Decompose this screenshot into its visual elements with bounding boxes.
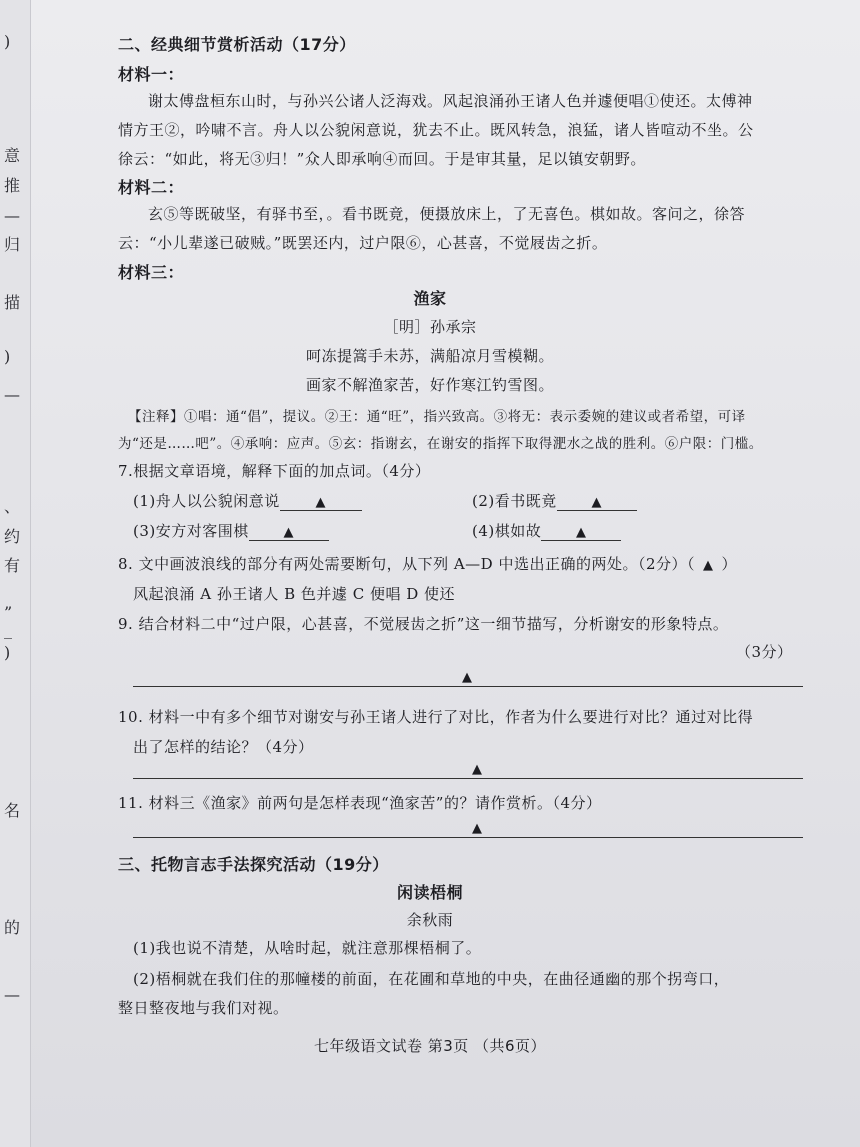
answer-triangle-icon: ▲ bbox=[472, 821, 483, 836]
article-author: 余秋雨 bbox=[406, 911, 454, 929]
page-footer: 七年级语文试卷 第3页 （共6页） bbox=[313, 1037, 547, 1055]
article-title: 闲读梧桐 bbox=[396, 883, 463, 902]
answer-triangle-icon: ▲ bbox=[283, 525, 294, 540]
section-title: 三、托物言志手法探究活动（19分） bbox=[118, 855, 389, 874]
margin-char: ) bbox=[4, 32, 11, 51]
q7-item bbox=[472, 490, 637, 511]
q7-item-text: (3)安方对客围棋 bbox=[133, 522, 249, 540]
margin-char: 描 bbox=[4, 293, 21, 312]
margin-char: 归 bbox=[4, 235, 21, 254]
answer-line[interactable] bbox=[133, 686, 803, 687]
margin-char: 推 bbox=[4, 176, 21, 195]
q8-stem-end: ） bbox=[721, 555, 738, 573]
poem-author: ［明］孙承宗 bbox=[383, 318, 477, 336]
material-text-line: 云：“小儿辈遂已破贼。”既罢还内，过户限⑥，心甚喜，不觉屐齿之折。 bbox=[118, 234, 608, 252]
margin-char: 名 bbox=[4, 801, 21, 820]
margin-char: — bbox=[4, 385, 20, 404]
q9-score: （3分） bbox=[736, 643, 793, 661]
q7-item-text: (2)看书既竟 bbox=[472, 492, 557, 510]
poem-line: 呵冻提篙手未苏，满船凉月雪模糊。 bbox=[305, 347, 554, 365]
q7-item bbox=[133, 490, 362, 511]
question-10-stem: 10. 材料一中有多个细节对谢安与孙王诸人进行了对比，作者为什么要进行对比？通过对比得 bbox=[118, 708, 754, 726]
margin-char: 意 bbox=[4, 146, 21, 165]
material-label: 材料一： bbox=[118, 65, 185, 84]
answer-triangle-icon: ▲ bbox=[576, 525, 587, 540]
article-paragraph: (1)我也说不清楚，从啥时起，就注意那棵梧桐了。 bbox=[133, 939, 482, 957]
answer-triangle-icon: ▲ bbox=[315, 495, 326, 510]
margin-char: — bbox=[4, 206, 20, 225]
margin-char: ) bbox=[4, 643, 11, 662]
annotation-line: 【注释】①唱：通“倡”，提议。②王：通“旺”，指兴致高。③将无：表示委婉的建议或者希望，可译 bbox=[128, 409, 746, 425]
annotation-line: 为“还是……吧”。④承响：应声。⑤玄：指谢玄，在谢安的指挥下取得淝水之战的胜利。⑥户限：门槛。 bbox=[118, 436, 763, 452]
poem-title: 渔家 bbox=[413, 289, 447, 308]
question-10-stem: 出了怎样的结论？（4分） bbox=[133, 738, 314, 756]
answer-blank[interactable] bbox=[249, 522, 329, 541]
question-8-stem bbox=[118, 553, 737, 574]
q7-item bbox=[133, 520, 329, 541]
article-paragraph: 整日整夜地与我们对视。 bbox=[118, 999, 289, 1017]
q8-options: 风起浪涌 A 孙王诸人 B 色并遽 C 便唱 D 使还 bbox=[133, 585, 456, 603]
material-label: 材料三： bbox=[118, 263, 185, 282]
margin-char: ) bbox=[4, 347, 11, 366]
q7-item bbox=[472, 520, 621, 541]
question-7-stem: 7.根据文章语境，解释下面的加点词。（4分） bbox=[118, 462, 431, 480]
answer-triangle-icon: ▲ bbox=[472, 762, 483, 777]
margin-char: 、 bbox=[4, 497, 21, 516]
material-text-line: 情方王②，吟啸不言。舟人以公貌闲意说，犹去不止。既风转急，浪猛，诸人皆喧动不坐。公 bbox=[118, 121, 754, 139]
answer-blank[interactable] bbox=[280, 492, 362, 511]
answer-triangle-icon: ▲ bbox=[462, 670, 473, 685]
answer-triangle-icon: ▲ bbox=[591, 495, 602, 510]
material-text-line: 玄⑤等既破坚，有驿书至，。看书既竟，便摄放床上，了无喜色。棋如故。客问之，徐答 bbox=[148, 205, 746, 223]
margin-char: — bbox=[4, 985, 20, 1004]
section-title: 二、经典细节赏析活动（17分） bbox=[118, 35, 356, 54]
q7-item-text: (1)舟人以公貌闲意说 bbox=[133, 492, 280, 510]
answer-line[interactable] bbox=[133, 837, 803, 838]
material-text-line: 徐云：“如此，将无③归！”众人即承响④而回。于是审其量，足以镇安朝野。 bbox=[118, 150, 646, 168]
margin-char: ” bbox=[4, 603, 13, 622]
question-9-stem: 9. 结合材料二中“过户限，心甚喜，不觉屐齿之折”这一细节描写，分析谢安的形象特点。 bbox=[118, 615, 729, 633]
answer-triangle-icon[interactable]: ▲ bbox=[703, 558, 714, 573]
q8-stem-text: 8. 文中画波浪线的部分有两处需要断句，从下列 A—D 中选出正确的两处。（2分）（ bbox=[118, 555, 696, 573]
q7-item-text: (4)棋如故 bbox=[472, 522, 542, 540]
answer-line[interactable] bbox=[133, 778, 803, 779]
margin-char: 的 bbox=[4, 918, 21, 937]
margin-char: 有 bbox=[4, 556, 21, 575]
material-label: 材料二： bbox=[118, 178, 185, 197]
question-11-stem: 11. 材料三《渔家》前两句是怎样表现“渔家苦”的？请作赏析。（4分） bbox=[118, 794, 602, 812]
article-paragraph: (2)梧桐就在我们住的那幢楼的前面，在花圃和草地的中央，在曲径通幽的那个拐弯口， bbox=[133, 970, 730, 988]
material-text-line: 谢太傅盘桓东山时，与孙兴公诸人泛海戏。风起浪涌孙王诸人色并遽便唱①使还。太傅神 bbox=[148, 92, 753, 110]
margin-char: 约 bbox=[4, 527, 21, 546]
margin-char: _ bbox=[4, 620, 12, 639]
answer-blank[interactable] bbox=[557, 492, 637, 511]
answer-blank[interactable] bbox=[541, 522, 621, 541]
poem-line: 画家不解渔家苦，好作寒江钓雪图。 bbox=[305, 376, 554, 394]
